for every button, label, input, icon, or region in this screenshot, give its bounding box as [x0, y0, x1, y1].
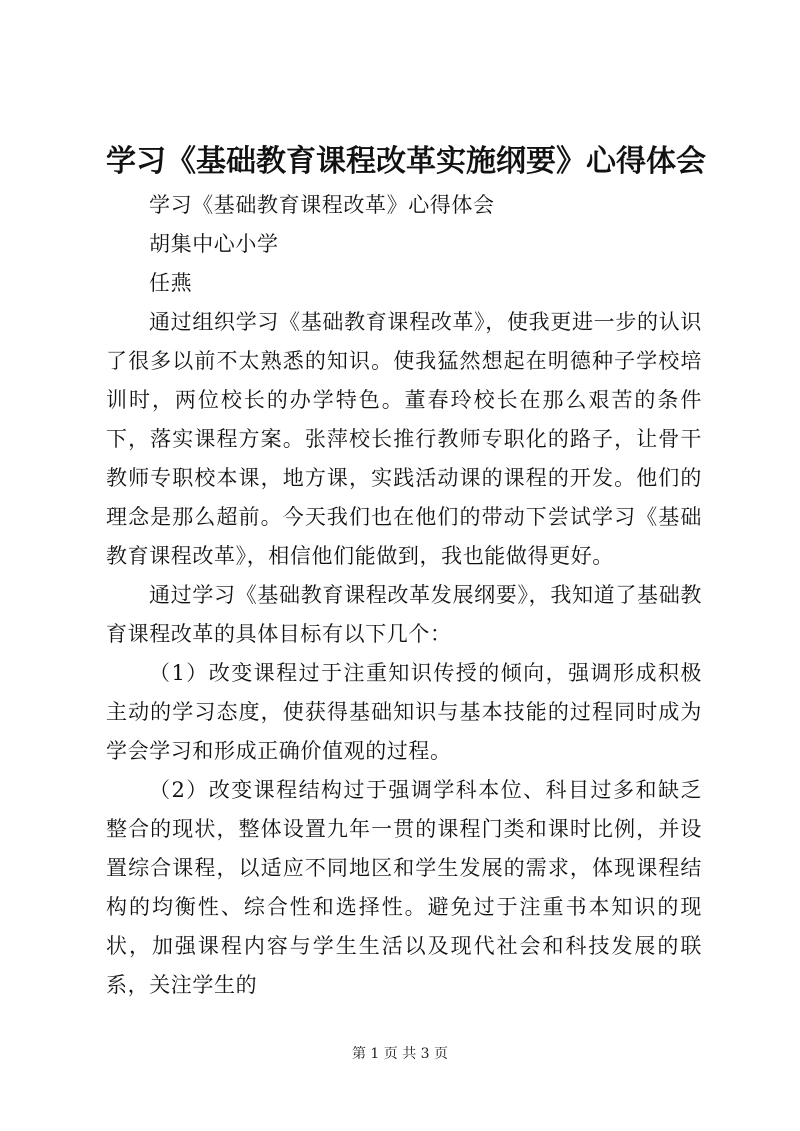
body-paragraph: 通过学习《基础教育课程改革发展纲要》，我知道了基础教育课程改革的具体目标有以下几个：: [106, 583, 702, 646]
document-title: 学习《基础教育课程改革实施纲要》心得体会: [106, 144, 706, 179]
document-body: [106, 186, 702, 1005]
goal-item-paragraph: （1）改变课程过于注重知识传授的倾向，强调形成积极主动的学习态度，使获得基础知识与基本技能的过程同时成为学会学习和形成正确价值观的过程。: [106, 661, 702, 763]
page-number-footer: 第 1 页 共 3 页: [351, 1046, 449, 1062]
body-paragraph: 通过组织学习《基础教育课程改革》，使我更进一步的认识了很多以前不太熟悉的知识。使我猛然想起在明德种子学校培训时，两位校长的办学特色。董春玲校长在那么艰苦的条件下，落实课程方案。张萍校长推行教师专职化的路子，让骨干教师专职校本课，地方课，实践活动课的课程的开发。他们的理念是那么超前。今天我们也在他们的带动下尝试学习《基础教育课程改革》，相信他们能做到，我也能做得更好。: [106, 310, 702, 568]
goal-item-paragraph: （2）改变课程结构过于强调学科本位、科目过多和缺乏整合的现状，整体设置九年一贯的课程门类和课时比例，并设置综合课程，以适应不同地区和学生发展的需求，体现课程结构的均衡性、综合性和选择性。避免过于注重书本知识的现状，加强课程内容与学生生活以及现代社会和科技发展的联系，关注学生的: [106, 778, 702, 997]
school-name-paragraph: 胡集中心小学: [149, 232, 279, 256]
author-name-paragraph: 任燕: [149, 271, 193, 295]
subtitle-paragraph: 学习《基础教育课程改革》心得体会: [149, 193, 495, 217]
